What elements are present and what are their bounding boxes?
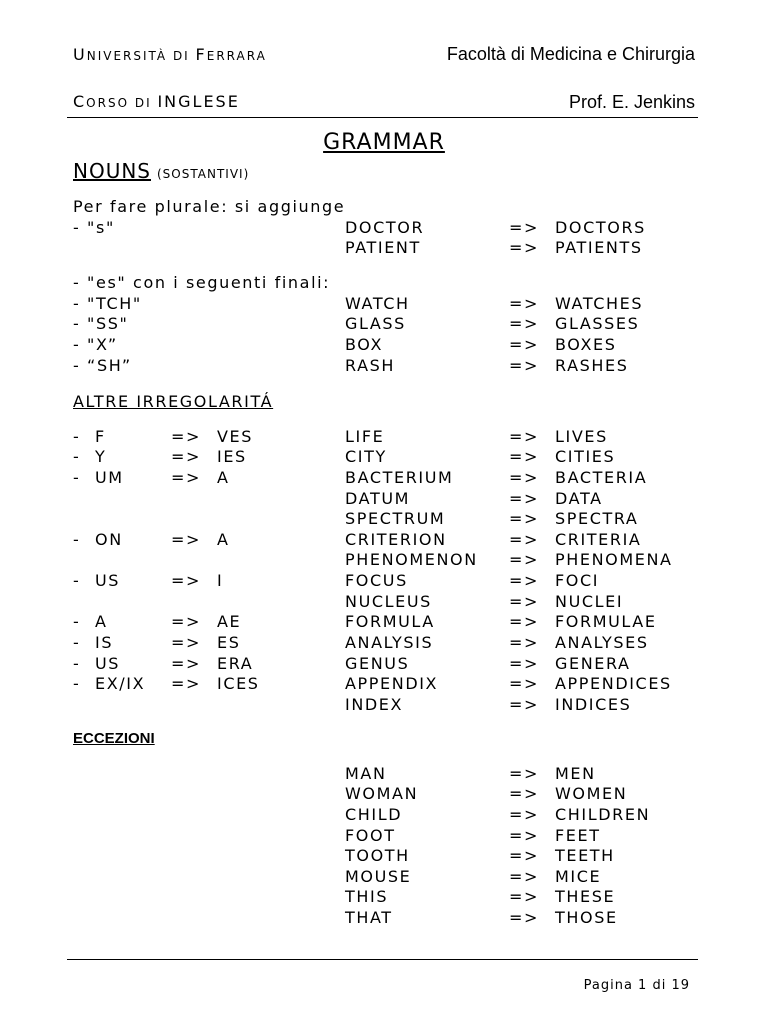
singular-word: NUCLEUS: [345, 592, 432, 611]
arrow: =>: [509, 674, 540, 693]
ending-rule: - "SS": [73, 314, 129, 333]
arrow: =>: [509, 218, 540, 237]
arrow: =>: [509, 695, 540, 714]
irregularities-heading: ALTRE IRREGOLARITÁ: [73, 392, 274, 411]
plural-word: GLASSES: [555, 314, 640, 333]
singular-word: RASH: [345, 356, 396, 375]
arrow: =>: [509, 633, 540, 652]
nouns-label: NOUNS: [73, 159, 151, 183]
singular-word: PATIENT: [345, 238, 421, 257]
plural-word: ANALYSES: [555, 633, 649, 652]
singular-word: CRITERION: [345, 530, 447, 549]
singular-word: CITY: [345, 447, 387, 466]
singular-word: WOMAN: [345, 784, 419, 803]
plural-intro: Per fare plurale: si aggiunge: [73, 197, 346, 216]
arrow: =>: [509, 764, 540, 783]
ending-rule: - “SH”: [73, 356, 132, 375]
arrow: =>: [509, 805, 540, 824]
nouns-heading: [73, 159, 249, 183]
plural-word: NUCLEI: [555, 592, 624, 611]
ending-from: ON: [95, 530, 123, 549]
singular-word: FOOT: [345, 826, 396, 845]
university-rest-1: NIVERSITÀ DI: [86, 49, 196, 63]
ending-from: US: [95, 571, 121, 590]
university-rest-2: ERRARA: [206, 49, 267, 63]
singular-word: THAT: [345, 908, 393, 927]
arrow: =>: [509, 550, 540, 569]
singular-word: THIS: [345, 887, 389, 906]
ending-to: I: [217, 571, 224, 590]
course-rest: ORSO DI: [86, 96, 158, 110]
irregular-dash: -: [73, 427, 81, 446]
faculty-name: Facoltà di Medicina e Chirurgia: [446, 44, 695, 64]
singular-word: PHENOMENON: [345, 550, 478, 569]
ending-rule: - "TCH": [73, 294, 142, 313]
ending-to: A: [217, 530, 230, 549]
ending-to: VES: [217, 427, 254, 446]
irregular-dash: -: [73, 654, 81, 673]
singular-word: APPENDIX: [345, 674, 439, 693]
irregular-dash: -: [73, 633, 81, 652]
singular-word: MOUSE: [345, 867, 412, 886]
course-initial: C: [73, 92, 87, 111]
plural-word: MICE: [555, 867, 602, 886]
ending-from: US: [95, 654, 121, 673]
singular-word: ANALYSIS: [345, 633, 434, 652]
course-title: INGLESE: [157, 92, 240, 111]
irregular-dash: -: [73, 571, 81, 590]
arrow: =>: [509, 826, 540, 845]
plural-word: SPECTRA: [555, 509, 639, 528]
arrow: =>: [509, 335, 540, 354]
arrow: =>: [509, 356, 540, 375]
arrow: =>: [509, 530, 540, 549]
ending-rule: - "X”: [73, 335, 118, 354]
irregular-dash: -: [73, 612, 81, 631]
plural-word: TEETH: [555, 846, 615, 865]
arrow: =>: [171, 612, 202, 631]
plural-word: MEN: [555, 764, 596, 783]
ending-to: ICES: [217, 674, 260, 693]
plural-word: BACTERIA: [555, 468, 648, 487]
singular-word: CHILD: [345, 805, 403, 824]
arrow: =>: [509, 447, 540, 466]
irregular-dash: -: [73, 530, 81, 549]
plural-word: THOSE: [555, 908, 618, 927]
ending-to: IES: [217, 447, 247, 466]
arrow: =>: [509, 908, 540, 927]
irregular-dash: -: [73, 447, 81, 466]
plural-word: WOMEN: [555, 784, 628, 803]
singular-word: SPECTRUM: [345, 509, 446, 528]
ending-from: IS: [95, 633, 114, 652]
arrow: =>: [509, 592, 540, 611]
professor-name: Prof. E. Jenkins: [568, 92, 695, 112]
arrow: =>: [509, 427, 540, 446]
arrow: =>: [509, 867, 540, 886]
arrow: =>: [509, 612, 540, 631]
singular-word: BOX: [345, 335, 384, 354]
arrow: =>: [509, 509, 540, 528]
plural-word: CRITERIA: [555, 530, 642, 549]
arrow: =>: [509, 846, 540, 865]
plural-word: DATA: [555, 489, 603, 508]
plural-word: CHILDREN: [555, 805, 651, 824]
plural-word: RASHES: [555, 356, 629, 375]
arrow: =>: [509, 654, 540, 673]
es-intro: - "es" con i seguenti finali:: [73, 273, 331, 292]
arrow: =>: [509, 314, 540, 333]
ending-from: F: [95, 427, 106, 446]
arrow: =>: [171, 654, 202, 673]
arrow: =>: [509, 887, 540, 906]
arrow: =>: [171, 447, 202, 466]
ending-from: UM: [95, 468, 124, 487]
arrow: =>: [171, 468, 202, 487]
arrow: =>: [171, 674, 202, 693]
university-name: [73, 45, 267, 64]
singular-word: GLASS: [345, 314, 406, 333]
arrow: =>: [509, 238, 540, 257]
singular-word: TOOTH: [345, 846, 410, 865]
arrow: =>: [509, 489, 540, 508]
ending-to: ES: [217, 633, 241, 652]
plural-word: THESE: [555, 887, 616, 906]
singular-word: FORMULA: [345, 612, 435, 631]
plural-word: PHENOMENA: [555, 550, 673, 569]
arrow: =>: [171, 530, 202, 549]
course-name: [73, 92, 240, 111]
irregular-dash: -: [73, 674, 81, 693]
singular-word: FOCUS: [345, 571, 408, 590]
ending-from: A: [95, 612, 108, 631]
plural-word: APPENDICES: [555, 674, 672, 693]
arrow: =>: [509, 294, 540, 313]
plural-word: LIVES: [555, 427, 608, 446]
page-title: GRAMMAR: [323, 130, 445, 155]
plural-word: WATCHES: [555, 294, 644, 313]
footer-divider: [67, 959, 698, 960]
university-initial-1: U: [73, 45, 87, 64]
singular-word: DATUM: [345, 489, 411, 508]
exceptions-heading: ECCEZIONI: [73, 730, 155, 747]
plural-word: FORMULAE: [555, 612, 657, 631]
singular-word: MAN: [345, 764, 387, 783]
ending-from: Y: [95, 447, 107, 466]
singular-word: DOCTOR: [345, 218, 425, 237]
university-initial-2: F: [195, 45, 207, 64]
plural-word: BOXES: [555, 335, 617, 354]
s-rule: - "s": [73, 218, 115, 237]
plural-word: INDICES: [555, 695, 632, 714]
nouns-sub: (SOSTANTIVI): [157, 167, 250, 181]
plural-word: FEET: [555, 826, 601, 845]
singular-word: LIFE: [345, 427, 385, 446]
arrow: =>: [509, 468, 540, 487]
arrow: =>: [509, 784, 540, 803]
plural-word: GENERA: [555, 654, 631, 673]
singular-word: WATCH: [345, 294, 410, 313]
arrow: =>: [509, 571, 540, 590]
plural-word: FOCI: [555, 571, 600, 590]
singular-word: BACTERIUM: [345, 468, 454, 487]
plural-word: CITIES: [555, 447, 616, 466]
singular-word: INDEX: [345, 695, 404, 714]
arrow: =>: [171, 633, 202, 652]
singular-word: GENUS: [345, 654, 410, 673]
plural-word: PATIENTS: [555, 238, 643, 257]
ending-to: ERA: [217, 654, 254, 673]
page-number: Pagina 1 di 19: [583, 978, 690, 993]
header-divider: [67, 117, 698, 118]
plural-word: DOCTORS: [555, 218, 646, 237]
ending-to: AE: [217, 612, 242, 631]
arrow: =>: [171, 571, 202, 590]
ending-to: A: [217, 468, 230, 487]
arrow: =>: [171, 427, 202, 446]
ending-from: EX/IX: [95, 674, 146, 693]
irregular-dash: -: [73, 468, 81, 487]
